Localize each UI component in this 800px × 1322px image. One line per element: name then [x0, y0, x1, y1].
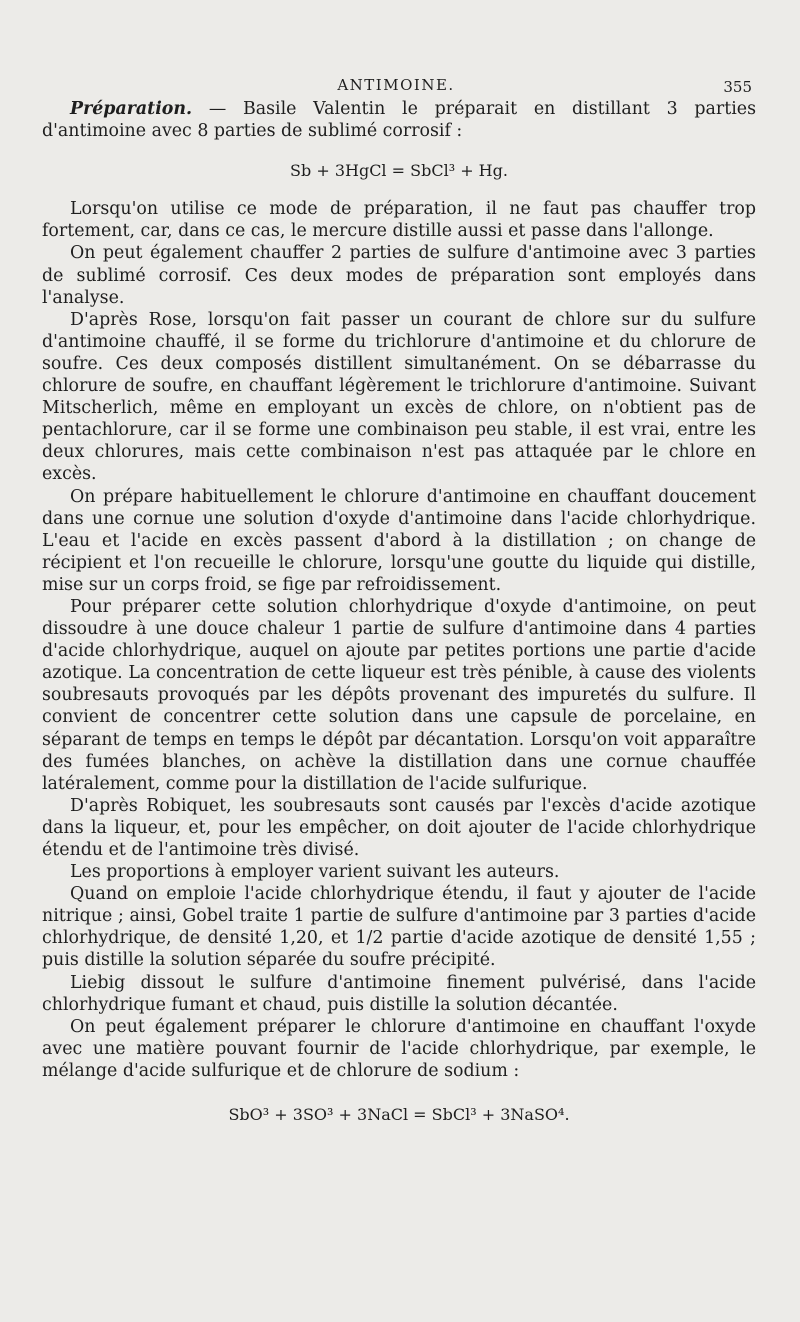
formula-equation: SbO³ + 3SO³ + 3NaCl = SbCl³ + 3NaSO⁴. — [228, 1105, 570, 1125]
paragraph: On peut également chauffer 2 parties de sulfure d'antimoine avec 3 parties de sublimé corrosif. Ces deux modes de préparation sont employés dans l'analyse. — [42, 243, 756, 308]
paragraph-preparation — [42, 98, 756, 142]
paragraph-text: — Basile Valentin le préparait en distillant 3 parties d'antimoine avec 8 parties de sublimé corrosif : — [42, 99, 756, 142]
page-body — [42, 98, 756, 1126]
paragraph: Quand on emploie l'acide chlorhydrique étendu, il faut y ajouter de l'acide nitrique ; ainsi, Gobel traite 1 partie de sulfure d'antimoine par 3 parties d'acide chlorhydrique, de densité 1,20, et 1/2 partie d'acide azotique de densité 1,55 ; puis distille la solution séparée du soufre précipité. — [42, 884, 756, 971]
paragraph: Lorsqu'on utilise ce mode de préparation, il ne faut pas chauffer trop fortement, car, dans ce cas, le mercure distille aussi et passe dans l'allonge. — [42, 199, 756, 242]
section-lead: Préparation. — [70, 99, 193, 119]
paragraph: Les proportions à employer varient suivant les auteurs. — [70, 862, 560, 883]
running-title: ANTIMOINE. — [337, 76, 455, 94]
page-header — [40, 76, 752, 98]
paragraph: D'après Rose, lorsqu'on fait passer un courant de chlore sur du sulfure d'antimoine chauffé, il se forme du trichlorure d'antimoine et du chlorure de soufre. Ces deux composés distillent simultanément. On se débarrasse du chlorure de soufre, en chauffant légèrement le trichlorure d'antimoine. Suivant Mitscherlich, même en employant un excès de chlore, on n'obtient pas de pentachlorure, car il se forme une combinaison peu stable, il est vrai, entre les deux chlorures, mais cette combinaison n'est pas attaquée par le chlore en excès. — [42, 309, 756, 485]
formula-equation: Sb + 3HgCl = SbCl³ + Hg. — [290, 161, 508, 181]
paragraph: D'après Robiquet, les soubresauts sont causés par l'excès d'acide azotique dans la liqueur, et, pour les empêcher, on doit ajouter de l'acide chlorhydrique étendu et de l'antimoine très divisé. — [42, 795, 756, 860]
paragraph: On prépare habituellement le chlorure d'antimoine en chauffant doucement dans une cornue une solution d'oxyde d'antimoine dans l'acide chlorhydrique. L'eau et l'acide en excès passent d'abord à la distillation ; on change de récipient et l'on recueille le chlorure, lorsqu'une goutte du liquide qui distille, mise sur un corps froid, se fige par refroidissement. — [42, 486, 756, 595]
page-number: 355 — [723, 78, 752, 96]
paragraph: On peut également préparer le chlorure d'antimoine en chauffant l'oxyde avec une matière pouvant fournir de l'acide chlorhydrique, par exemple, le mélange d'acide sulfurique et de chlorure de sodium : — [42, 1016, 756, 1081]
paragraph: Liebig dissout le sulfure d'antimoine finement pulvérisé, dans l'acide chlorhydrique fumant et chaud, puis distille la solution décantée. — [42, 972, 756, 1015]
paragraph: Pour préparer cette solution chlorhydrique d'oxyde d'antimoine, on peut dissoudre à une douce chaleur 1 partie de sulfure d'antimoine dans 4 parties d'acide chlorhydrique, auquel on ajoute par petites portions une partie d'acide azotique. La concentration de cette liqueur est très pénible, à cause des violents soubresauts provoqués par les dépôts provenant des impuretés du sulfure. Il convient de concentrer cette solution dans une capsule de porcelaine, en séparant de temps en temps le dépôt par décantation. Lorsqu'on voit apparaître des fumées blanches, on achève la distillation dans une cornue chauffée latéralement, comme pour la distillation de l'acide sulfurique. — [42, 596, 756, 794]
